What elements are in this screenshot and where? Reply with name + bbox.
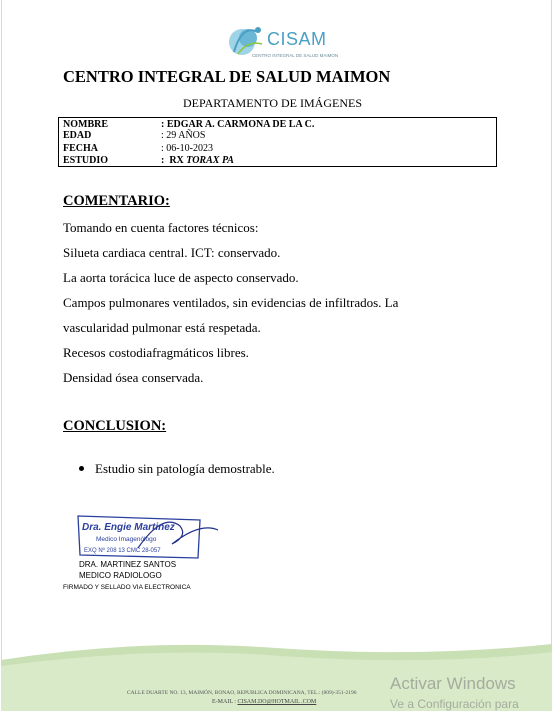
signer-role: MEDICO RADIOLOGO — [79, 571, 162, 580]
cisam-logo — [212, 18, 342, 64]
email-link[interactable]: CISAM.DO@HOTMAIL .COM — [237, 699, 317, 705]
logo-text: CISAM — [267, 29, 327, 49]
footer-email-line — [212, 699, 316, 705]
comment-title: COMENTARIO: — [63, 193, 170, 209]
name-value: : EDGAR A. CARMONA DE LA C. — [161, 119, 315, 130]
logo-subtext: CENTRO INTEGRAL DE SALUD MAIMON — [252, 53, 339, 58]
age-label: EDAD — [63, 130, 92, 141]
comment-line: Silueta cardiaca central. ICT: conservado. — [63, 245, 281, 260]
study-value-prefix: : RX — [161, 155, 187, 166]
activation-watermark-title: Activar Windows — [390, 674, 516, 693]
comment-line: Tomando en cuenta factores técnicos: — [63, 220, 259, 235]
page-title: CENTRO INTEGRAL DE SALUD MAIMON — [63, 67, 391, 86]
patient-info-box — [58, 117, 497, 167]
department-heading: DEPARTAMENTO DE IMÁGENES — [183, 96, 362, 110]
date-label: FECHA — [63, 143, 98, 154]
bullet-icon — [79, 466, 84, 471]
signature-stamp — [68, 508, 223, 563]
study-value-italic: TORAX PA — [186, 155, 234, 166]
comment-line: Campos pulmonares ventilados, sin evidencias de infiltrados. La — [63, 295, 399, 310]
comment-line: La aorta torácica luce de aspecto conservado. — [63, 270, 299, 285]
stamp-name-text: Dra. Engie Martinez — [82, 522, 175, 533]
study-label: ESTUDIO — [63, 155, 109, 166]
stamp-exq-text: EXQ Nº 208 13 CMC 28-057 — [84, 548, 161, 554]
email-label: E-MAIL : — [212, 699, 238, 705]
stamp-role-text: Medico Imagenólogo — [96, 536, 157, 543]
signer-name: DRA. MARTINEZ SANTOS — [79, 560, 177, 569]
comment-line: Densidad ósea conservada. — [63, 370, 204, 385]
conclusion-item: Estudio sin patología demostrable. — [95, 461, 275, 476]
conclusion-title: CONCLUSION: — [63, 418, 167, 434]
name-label: NOMBRE — [63, 119, 108, 130]
date-value: : 06-10-2023 — [161, 143, 213, 154]
study-value — [161, 155, 234, 167]
signature-note: FIRMADO Y SELLADO VIA ELECTRONICA — [63, 584, 191, 591]
footer-address: CALLE DUARTE NO. 13, MAIMÓN, BONAO, REPUBLICA DOMINICANA, TEL.: (809)-351-2196 — [127, 690, 357, 696]
comment-line: vascularidad pulmonar está respetada. — [63, 320, 261, 335]
activation-watermark-subtitle: Ve a Configuración para — [390, 697, 519, 711]
comment-line: Recesos costodiafragmáticos libres. — [63, 345, 249, 360]
age-value: : 29 AÑOS — [161, 130, 206, 141]
